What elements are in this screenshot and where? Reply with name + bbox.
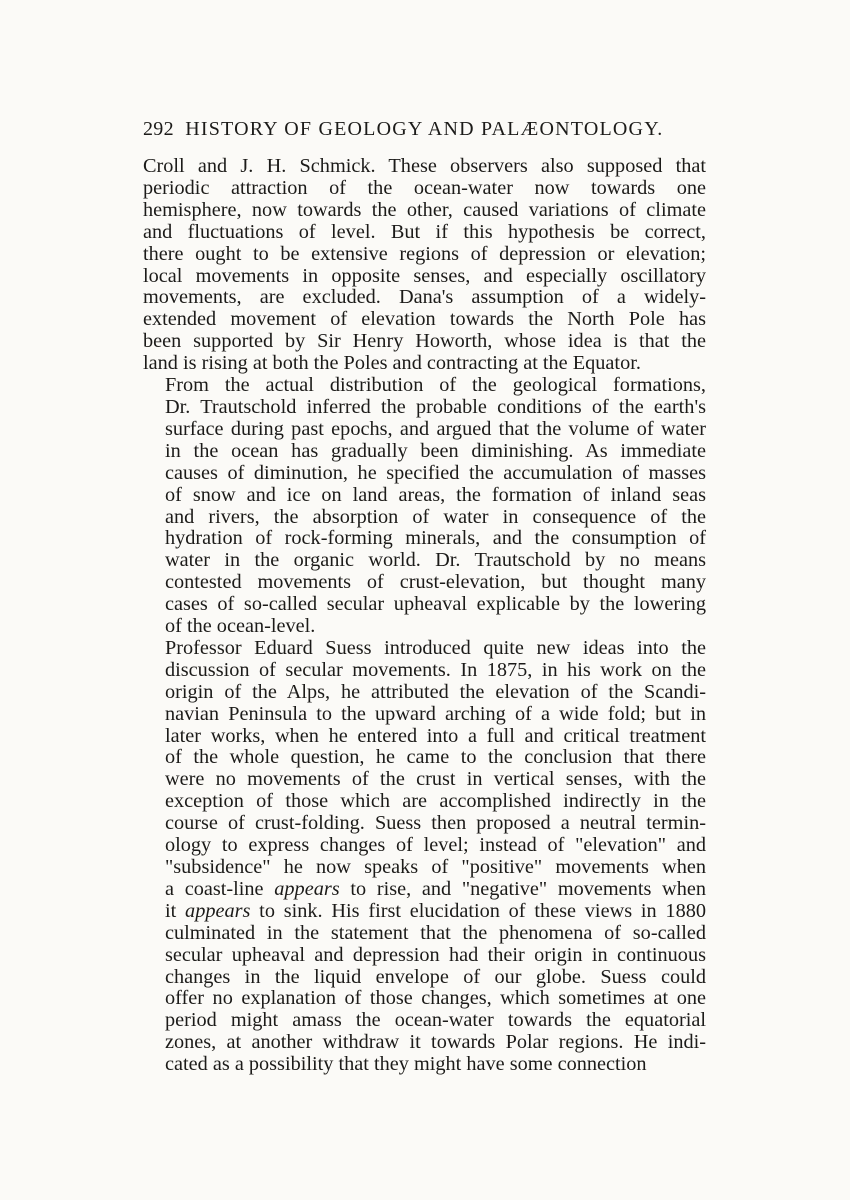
text-line: period might amass the ocean-water towards the equatorial	[165, 1009, 706, 1032]
text-line: of the whole question, he came to the conclusion that there	[165, 746, 706, 769]
text-line: ology to express changes of level; instead of "elevation" and	[165, 834, 706, 857]
emphasis: appears	[274, 877, 340, 900]
text-line: causes of diminution, he specified the accumulation of masses	[165, 461, 706, 484]
text-line: land is rising at both the Poles and contracting at the Equator.	[143, 352, 641, 375]
text-line: Dr. Trautschold inferred the probable conditions of the earth's	[165, 395, 706, 418]
text-line: culminated in the statement that the phenomena of so-called	[165, 921, 706, 944]
text-line: of snow and ice on land areas, the formation of inland seas	[165, 483, 706, 506]
text-line: course of crust-folding. Suess then proposed a neutral termin-	[165, 812, 706, 835]
paragraph	[143, 156, 706, 375]
text-line: there ought to be extensive regions of depression or elevation;	[143, 242, 706, 265]
text-line: hydration of rock-forming minerals, and the consumption of	[165, 527, 706, 550]
text-line: From the actual distribution of the geological formations,	[165, 374, 706, 397]
running-head	[143, 116, 706, 142]
text-line: in the ocean has gradually been diminishing. As immediate	[165, 439, 706, 462]
text-line: surface during past epochs, and argued that the volume of water	[165, 417, 706, 440]
text-line: it appears to sink. His first elucidation of these views in 1880	[165, 899, 706, 922]
text-line: extended movement of elevation towards the North Pole has	[143, 308, 706, 331]
text-line: were no movements of the crust in vertical senses, with the	[165, 768, 706, 791]
book-page	[143, 116, 706, 1076]
text-line: local movements in opposite senses, and especially oscillatory	[143, 264, 706, 287]
text-line: periodic attraction of the ocean-water now towards one	[143, 176, 706, 199]
paragraph	[143, 638, 706, 1076]
text-line: discussion of secular movements. In 1875, in his work on the	[165, 658, 706, 681]
text-line: cated as a possibility that they might have some connection	[165, 1053, 647, 1076]
text-line: changes in the liquid envelope of our globe. Suess could	[165, 965, 706, 988]
text-line: secular upheaval and depression had their origin in continuous	[165, 943, 706, 966]
text-line: hemisphere, now towards the other, caused variations of climate	[143, 198, 706, 221]
text-line: origin of the Alps, he attributed the elevation of the Scandi-	[165, 680, 706, 703]
text-line: and fluctuations of level. But if this hypothesis be correct,	[143, 220, 706, 243]
text-line: contested movements of crust-elevation, but thought many	[165, 571, 706, 594]
text-line: water in the organic world. Dr. Trautschold by no means	[165, 549, 706, 572]
paragraph	[143, 375, 706, 638]
running-title: HISTORY OF GEOLOGY AND PALÆONTOLOGY.	[185, 118, 664, 140]
text-line: "subsidence" he now speaks of "positive" movements when	[165, 856, 706, 878]
text-line: offer no explanation of those changes, which sometimes at one	[165, 987, 706, 1010]
text-line: of the ocean-level.	[165, 615, 316, 638]
body-text	[143, 156, 706, 1076]
text-line: later works, when he entered into a full and critical treatment	[165, 724, 706, 747]
text-line: navian Peninsula to the upward arching of a wide fold; but in	[165, 702, 706, 725]
text-line: a coast-line appears to rise, and "negative" movements when	[165, 877, 706, 900]
text-line: Croll and J. H. Schmick. These observers also supposed that	[143, 155, 706, 177]
text-line: Professor Eduard Suess introduced quite new ideas into the	[165, 636, 706, 659]
text-line: movements, are excluded. Dana's assumption of a widely-	[143, 286, 706, 309]
text-line: exception of those which are accomplished indirectly in the	[165, 790, 706, 813]
text-line: and rivers, the absorption of water in consequence of the	[165, 505, 706, 528]
emphasis: appears	[185, 899, 251, 922]
text-line: been supported by Sir Henry Howorth, whose idea is that the	[143, 330, 706, 353]
page-number: 292	[143, 118, 174, 140]
text-line: zones, at another withdraw it towards Polar regions. He indi-	[165, 1031, 706, 1054]
text-line: cases of so-called secular upheaval explicable by the lowering	[165, 593, 706, 616]
